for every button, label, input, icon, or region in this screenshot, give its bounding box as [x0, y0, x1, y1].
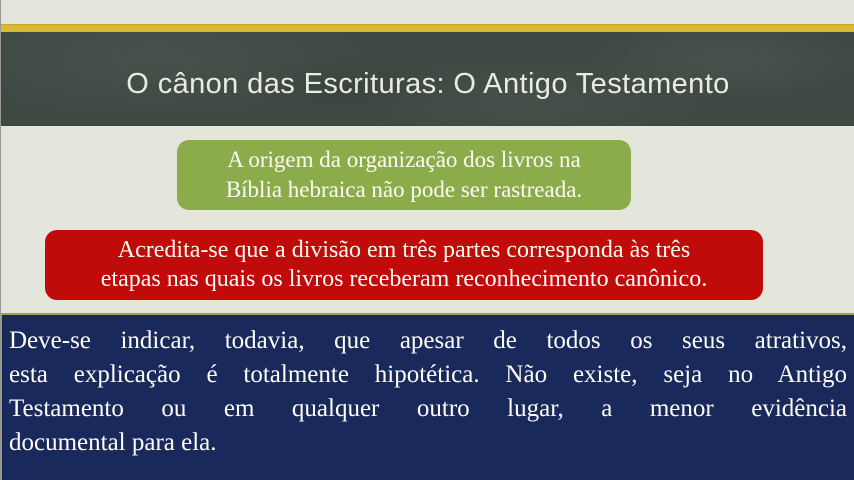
top-strip [1, 0, 854, 24]
green-callout [177, 140, 631, 210]
green-callout-line-1: A origem da organização dos livros na [227, 147, 581, 172]
body-text-line-2: esta explicação é totalmente hipotética. Não existe, seja no Antigo [9, 361, 847, 388]
slide-header [1, 32, 854, 126]
slide-content [1, 126, 854, 313]
green-callout-line-2: Bíblia hebraica não pode ser rastreada. [225, 177, 583, 202]
body-text-panel [1, 313, 854, 480]
gold-accent-bar [1, 24, 854, 32]
body-text-line-3: Testamento ou em qualquer outro lugar, a menor evidência [9, 395, 847, 422]
body-text-line-1: Deve-se indicar, todavia, que apesar de todos os seus atrativos, [9, 327, 847, 354]
red-callout-line-2: etapas nas quais os livros receberam reconhecimento canônico. [100, 266, 708, 292]
slide-title: O cânon das Escrituras: O Antigo Testamento [126, 67, 730, 100]
body-text-line-4: documental para ela. [9, 429, 217, 456]
red-callout [45, 230, 763, 300]
red-callout-line-1: Acredita-se que a divisão em três partes corresponda às três [117, 237, 691, 263]
